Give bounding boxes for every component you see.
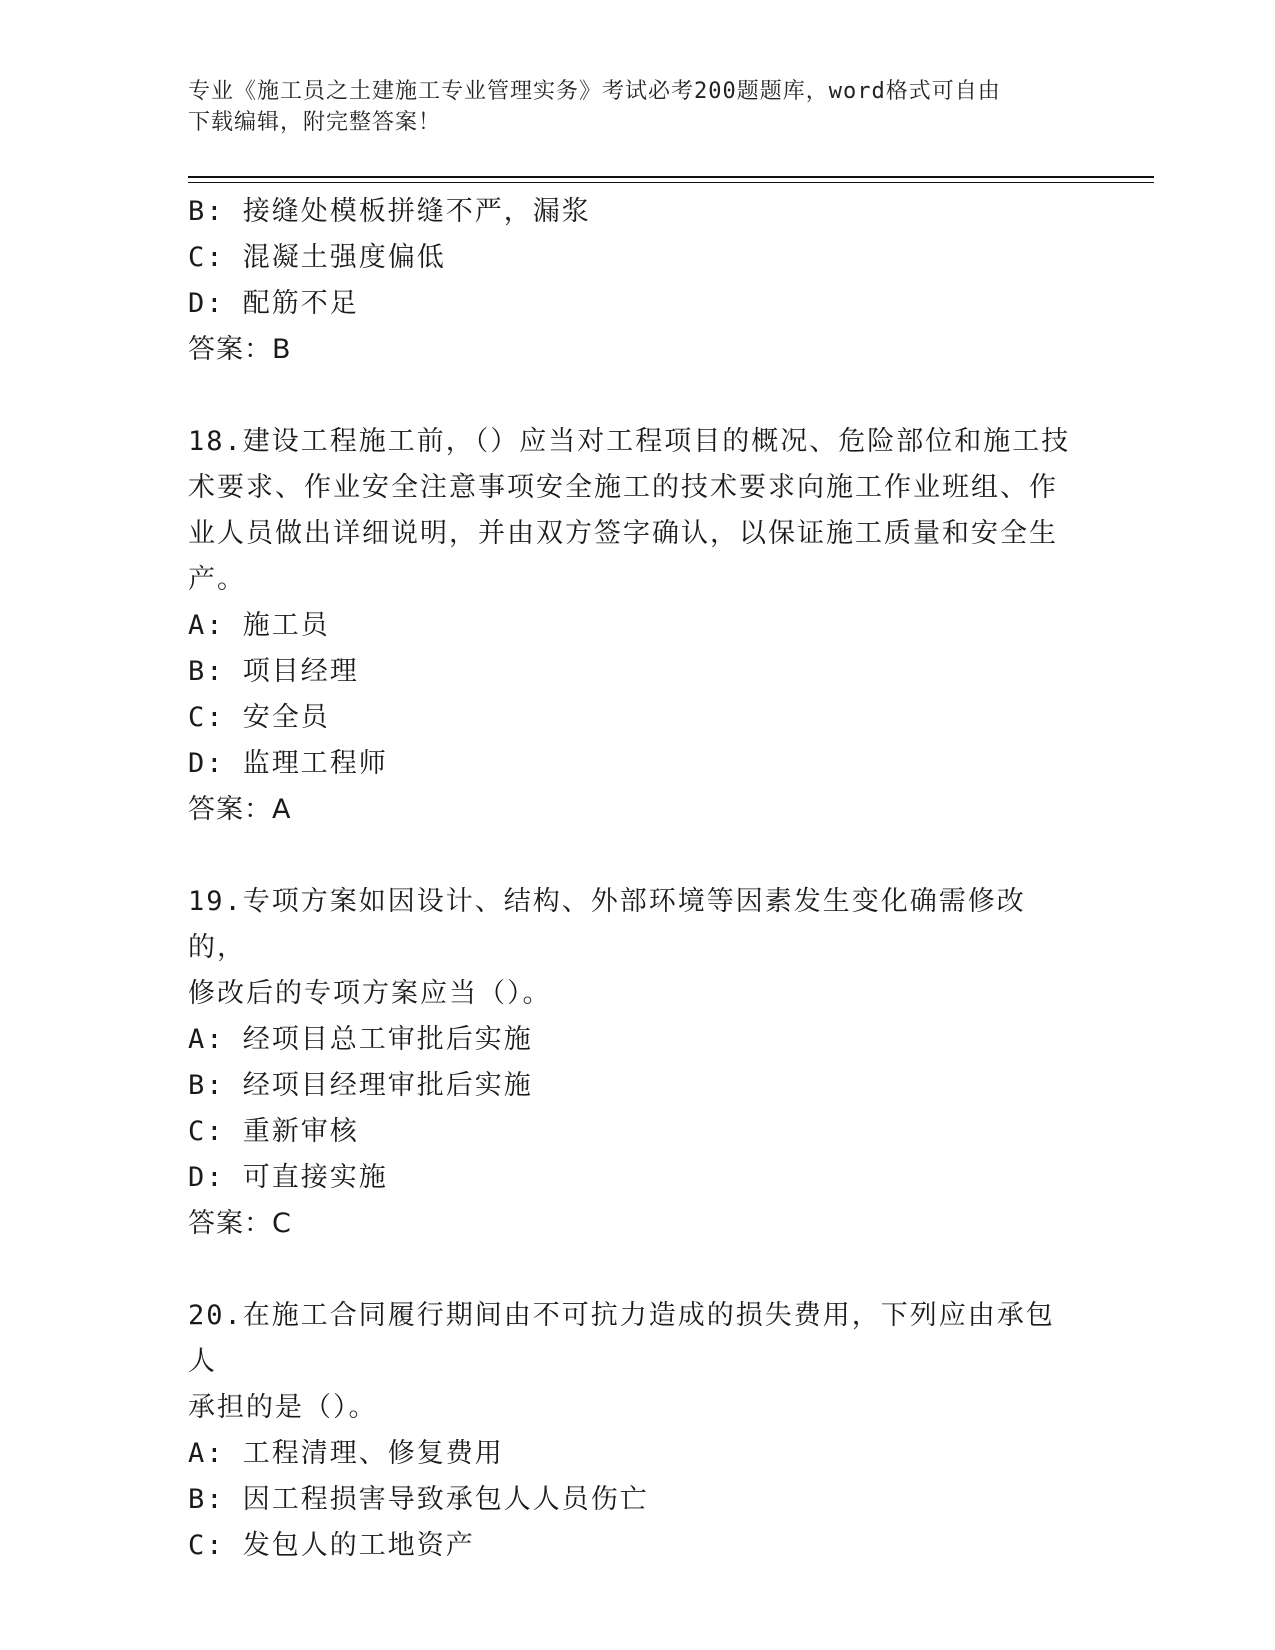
option-c: C: 重新审核: [188, 1116, 359, 1147]
question-stem-line: 修改后的专项方案应当（）。: [188, 978, 552, 1009]
option-d: D: 可直接实施: [188, 1162, 388, 1193]
question-stem-line: 18.建设工程施工前，（）应当对工程项目的概况、危险部位和施工技: [188, 426, 1071, 457]
option-b: B: 经项目经理审批后实施: [188, 1070, 533, 1101]
question-19: [188, 879, 1078, 1247]
header-line-1: 专业《施工员之土建施工专业管理实务》考试必考200题题库，word格式可自由: [188, 79, 1001, 104]
question-stem-line: 产。: [188, 564, 246, 595]
question-stem-line: 20.在施工合同履行期间由不可抗力造成的损失费用，下列应由承包人: [188, 1300, 1055, 1377]
option-a: A: 工程清理、修复费用: [188, 1438, 504, 1469]
option-c: C: 安全员: [188, 702, 330, 733]
option-b: B: 接缝处模板拼缝不严，漏浆: [188, 196, 591, 227]
answer-label: 答案：B: [188, 334, 292, 365]
question-stem-line: 术要求、作业安全注意事项安全施工的技术要求向施工作业班组、作: [188, 472, 1058, 503]
option-d: D: 监理工程师: [188, 748, 388, 779]
spacer: [188, 833, 1078, 879]
question-stem-line: 19.专项方案如因设计、结构、外部环境等因素发生变化确需修改的，: [188, 886, 1026, 963]
option-a: A: 施工员: [188, 610, 330, 641]
option-b: B: 因工程损害导致承包人人员伤亡: [188, 1484, 649, 1515]
answer-label: 答案：C: [188, 1208, 292, 1239]
header-line-2: 下载编辑，附完整答案！: [188, 110, 442, 135]
question-stem-line: 承担的是（）。: [188, 1392, 378, 1423]
option-b: B: 项目经理: [188, 656, 359, 687]
option-c: C: 发包人的工地资产: [188, 1530, 475, 1561]
question-20: [188, 1293, 1078, 1569]
option-a: A: 经项目总工审批后实施: [188, 1024, 533, 1055]
spacer: [188, 373, 1078, 419]
header-rule-thin: [188, 182, 1154, 183]
question-stem-line: 业人员做出详细说明，并由双方签字确认，以保证施工质量和安全生: [188, 518, 1058, 549]
answer-label: 答案：A: [188, 794, 292, 825]
question-17: [188, 189, 1078, 373]
document-header: [188, 76, 1088, 138]
header-rule-thick: [188, 176, 1154, 178]
spacer: [188, 1247, 1078, 1293]
question-list: [188, 189, 1078, 1569]
question-18: [188, 419, 1078, 833]
option-d: D: 配筋不足: [188, 288, 359, 319]
option-c: C: 混凝土强度偏低: [188, 242, 446, 273]
